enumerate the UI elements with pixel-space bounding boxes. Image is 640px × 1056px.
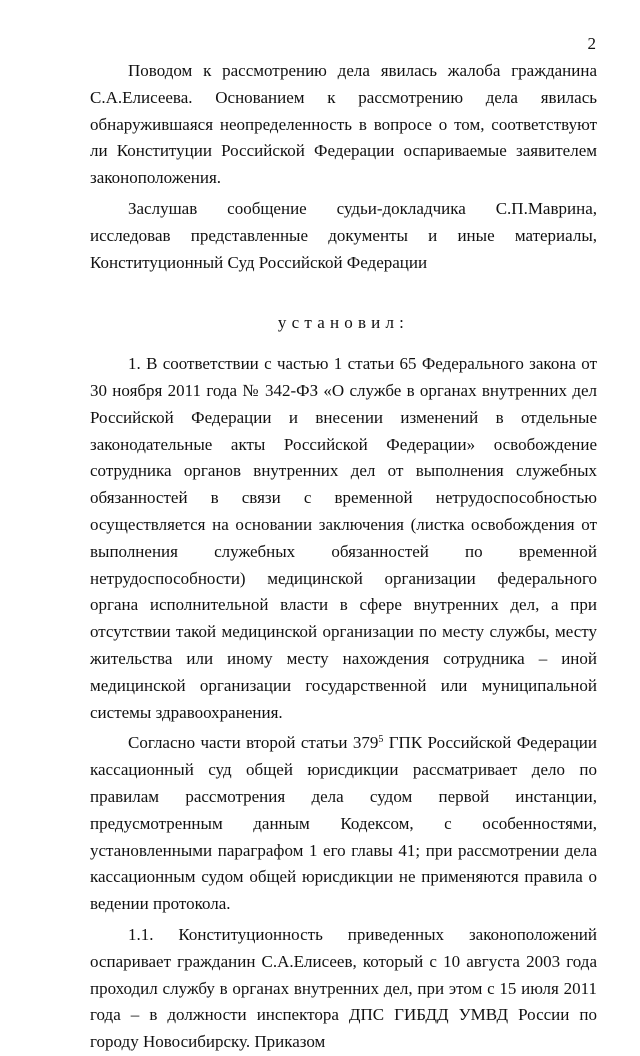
paragraph-complaint-basis: Поводом к рассмотрению дела явилась жалоба гражданина С.А.Елисеева. Основанием к рассмотрению дела явилась обнаружившаяся неопределенность в вопросе о том, соответствуют ли Конституции Российской Федерации оспариваемые заявителем законоположения.: [90, 61, 597, 188]
paragraph-gpk-379-start: Согласно части второй статьи 379: [128, 733, 379, 753]
paragraph-gpk-379: [90, 730, 597, 918]
paragraph-article-65: 1. В соответствии с частью 1 статьи 65 Федерального закона от 30 ноября 2011 года № 342-ФЗ «О службе в органах внутренних дел Российской Федерации и внесении изменений в отдельные законодательные акты Российской Федерации» освобождение сотрудника органов внутренних дел от выполнения служебных обязанностей в связи с временной нетрудоспособностью осуществляется на основании заключения (листка освобождения от выполнения служебных обязанностей по временной нетрудоспособности) медицинской организации федерального органа исполнительной власти в сфере внутренних дел, а при отсутствии такой медицинской организации по месту службы, месту жительства или иному месту нахождения сотрудника – иной медицинской организации государственной или муниципальной системы здравоохранения.: [90, 354, 597, 722]
section-heading-established: установил:: [277, 313, 410, 333]
page-number: 2: [587, 34, 596, 53]
document-body: [90, 58, 597, 1056]
paragraph-constitutionality: 1.1. Конституционность приведенных законоположений оспаривает гражданин С.А.Елисеев, который с 10 августа 2003 года проходил службу в органах внутренних дел, при этом с 15 июля 2011 года – в должности инспектора ДПС ГИБДД УМВД России по городу Новосибирску. Приказом: [90, 924, 597, 1052]
paragraph-gpk-379-rest: ГПК Российской Федерации кассационный суд общей юрисдикции рассматривает дело по правилам рассмотрения дела судом первой инстанции, предусмотренным данным Кодексом, с особенностями, установленными параграфом 1 его главы 41; при рассмотрении дела кассационным судом общей юрисдикции не применяются правила о ведении протокола.: [90, 733, 598, 914]
paragraph-hearing: Заслушав сообщение судьи-докладчика С.П.Маврина, исследовав представленные документы и иные материалы, Конституционный Суд Российской Федерации: [90, 198, 597, 272]
article-superscript: 5: [378, 734, 384, 746]
